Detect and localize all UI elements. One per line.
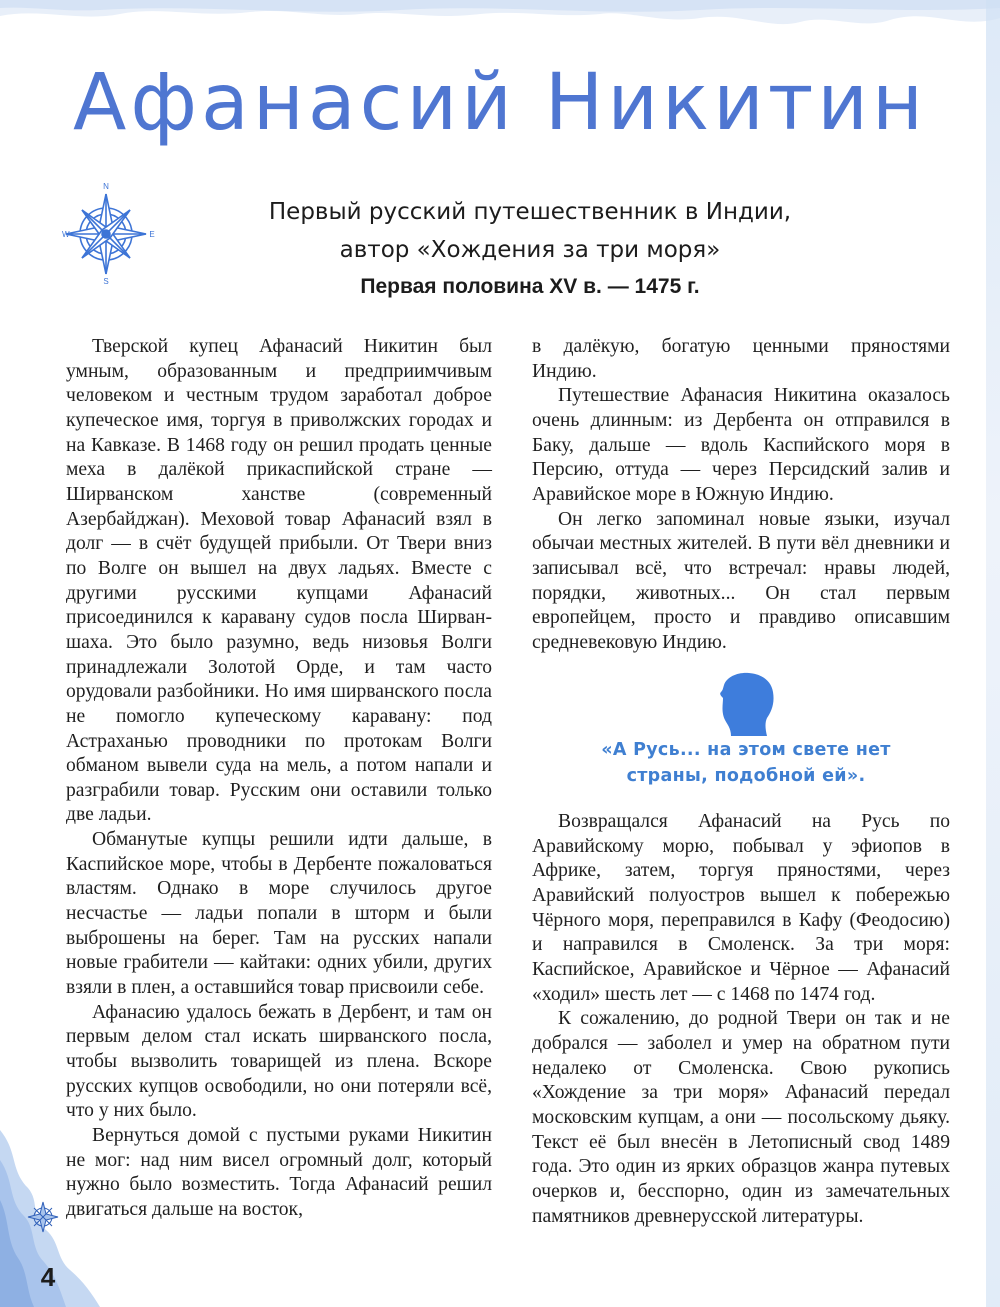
compass-rose-icon [60,178,156,288]
paragraph: Возвращался Афанасий на Русь по Аравийскому морю, побывал у эфиопов в Африке, затем, торгуя пряностями, через Аравийский полуостров вышел к побережью Чёрного моря, переправился в Кафу (Феодосию) и направился в Смоленск. За три моря: Каспийское, Аравийское и Чёрное — Афанасий «ходил» шесть лет — с 1468 по 1474 год. [532,811,950,1005]
subtitle-line-2: автор «Хождения за три моря» [339,237,721,263]
paragraph: Вернуться домой с пустыми руками Никитин не мог: над ним висел огромный долг, который нужно было возместить. Тогда Афанасий решил двигаться дальше на восток, [66,1125,492,1220]
paragraph-continued: в далёкую, богатую ценными пряностями Индию. [532,336,950,382]
right-column-bottom [532,810,950,1229]
quote-line-2: страны, подобной ей». [626,766,866,786]
paragraph: Афанасию удалось бежать в Дербент, и там он первым делом стал искать ширванского посла, чтобы вызволить товарищей из плена. Вскоре русских купцов освободили, но они потеряли всё, что у них было. [66,1001,492,1122]
compass-n: N [103,182,109,191]
right-column-top [532,335,950,656]
quote-line-1: «А Русь... на этом свете нет [601,740,891,760]
portrait-silhouette-icon [717,672,775,738]
life-dates: Первая половина XV в. — 1475 г. [360,275,700,298]
paragraph: Тверской купец Афанасий Никитин был умным, образованным и предприимчивым человеком и честным трудом заработал доброе купеческое имя, торгуя в приволжских городах и на Кавказе. В 1468 году он решил продать ценные меха в далёкой прикаспийской стране — Ширванском ханстве (современный Азербайджан). Меховой товар Афанасий взял в долг — в счёт будущей прибыли. От Твери вниз по Волге он вышел на двух ладьях. Вместе с другими русскими купцами Афанасий присоединился к каравану судов посла Ширван-шаха. Это было разумно, ведь низовья Волги принадлежали Золотой Орде, и там часто орудовали разбойники. Но имя ширванского посла не помогло купеческому каравану: под Астраханью проводники по протокам Волги обманом вывели суда на мель, а потом напали и разграбили товар. Русским они оставили только две ладьи. [66,336,492,826]
subtitle-line-1: Первый русский путешественник в Индии, [268,199,792,225]
top-ornament [0,0,1000,60]
left-column [66,335,492,1223]
page-number: 4 [40,1262,56,1292]
compass-w: W [62,230,70,239]
compass-e: E [149,230,155,239]
page-title: Афанасий Никитин [73,58,927,148]
mini-compass-icon [26,1200,60,1234]
quote [556,737,936,789]
paragraph: Он легко запоминал новые языки, изучал обычаи местных жителей. В пути вёл дневники и записывал всё, что встречал: нравы людей, порядки, животных... Он стал первым европейцем, просто и правдиво описавшим средневековую Индию. [532,508,950,653]
paragraph: К сожалению, до родной Твери он так и не добрался — заболел и умер на обратном пути недалеко от Смоленска. Свою рукопись «Хождение за три моря» Афанасий передал московским купцам, а они — посольскому дьяку. Текст её был внесён в Летописный свод 1489 года. Это один из ярких образцов жанра путевых очерков и, бесспорно, один из замечательных памятников древнерусской литературы. [532,1008,950,1227]
subtitle [150,193,910,269]
compass-s: S [103,277,109,286]
paragraph: Путешествие Афанасия Никитина оказалось очень длинным: из Дербента он отправился в Баку, дальше — вдоль Каспийского моря в Персию, оттуда — через Персидский залив и Аравийское море в Южную Индию. [532,385,950,505]
paragraph: Обманутые купцы решили идти дальше, в Каспийское море, чтобы в Дербенте пожаловаться властям. Однако в море случилось другое несчастье — ладьи попали в шторм и были выброшены на берег. Там на русских напали новые грабители — кайтаки: одних убили, других взяли в плен, а оставшийся товар присвоили себе. [66,829,492,999]
right-edge-ornament [986,0,1000,1307]
